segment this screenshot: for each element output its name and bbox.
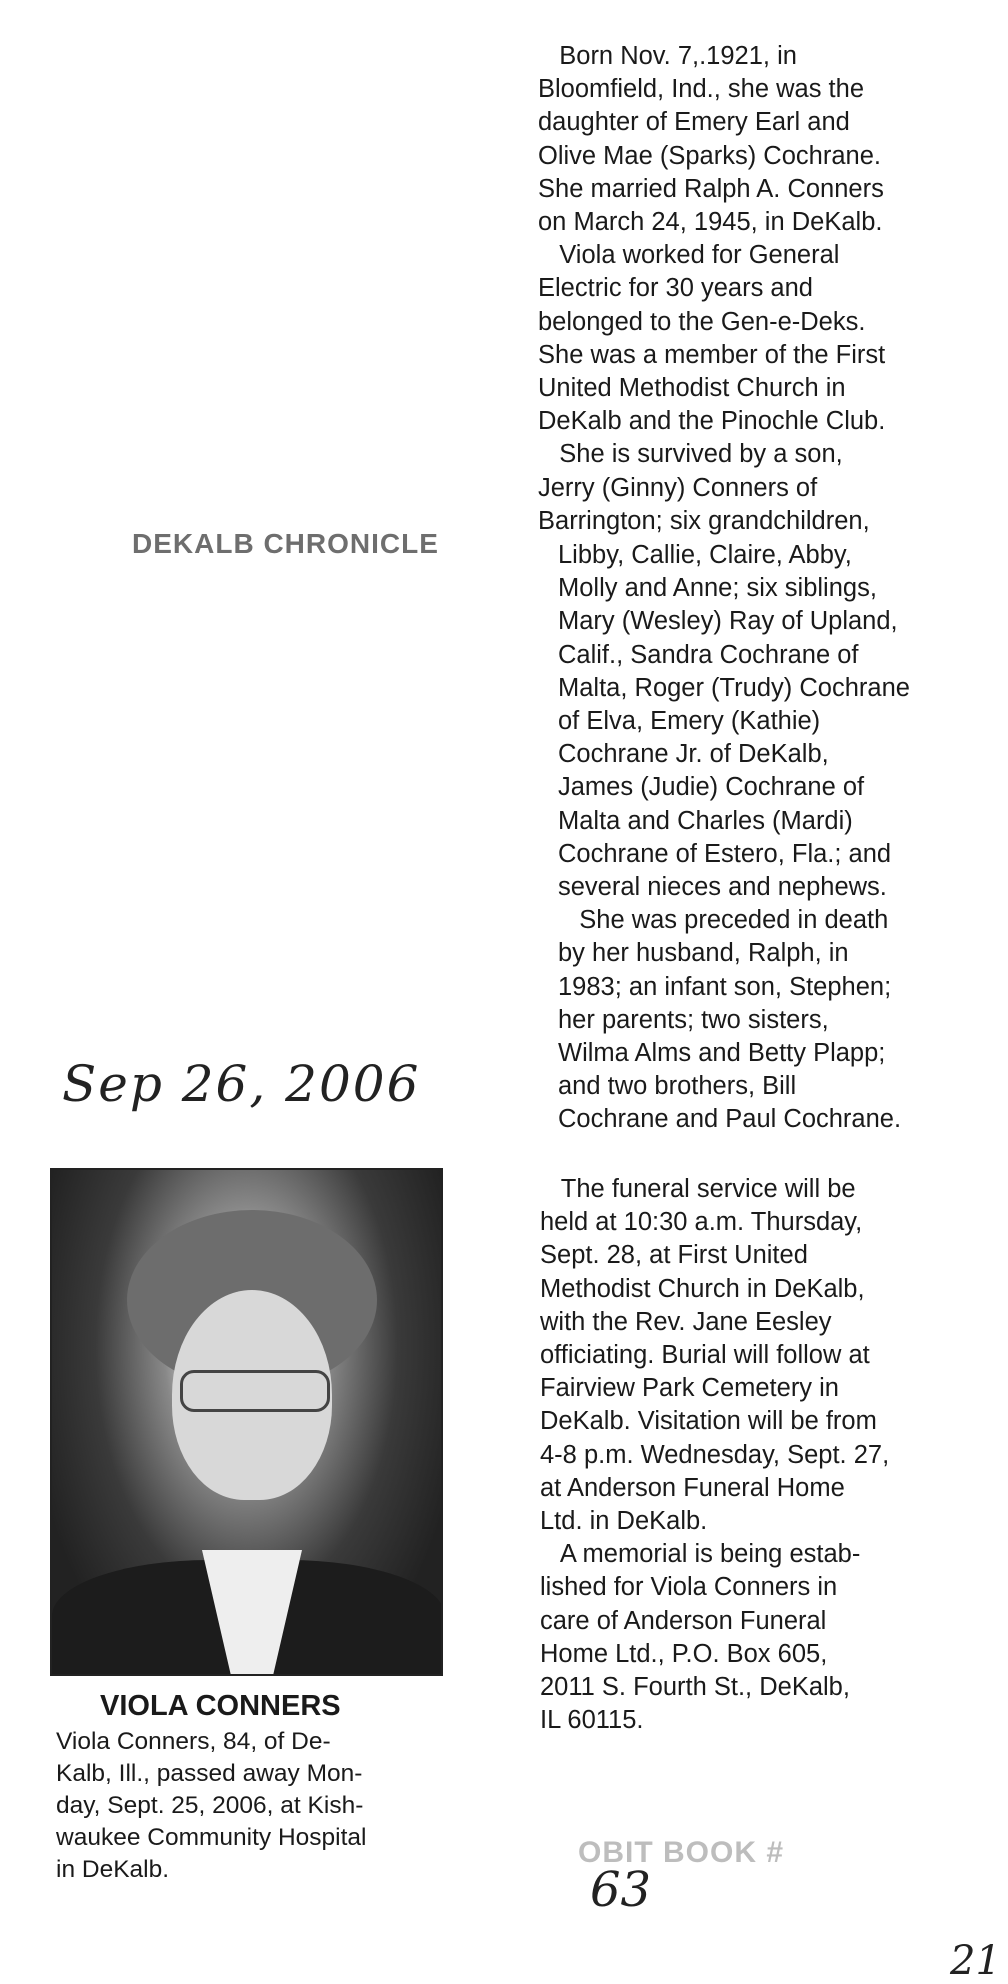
obituary-body-part2: Libby, Callie, Claire, Abby, Molly and Anne; six siblings, Mary (Wesley) Ray of Upland, Calif., Sandra Cochrane of Malta, Roger (Trudy) Cochrane of Elva, Emery (Kathie) Cochrane Jr. of DeKalb, James (Judie) Cochrane of Malta and Charles (Mardi) Cochrane of Estero, Fla.; and several nieces and nephews. She was preceded in death by her husband, Ralph, in 1983; an infant son, Stephen; her parents; two sisters, Wilma Alms and Betty Plapp; and two brothers, Bill Cochrane and Paul Cochrane. xyxy=(558,541,910,1134)
obituary-lead: Viola Conners, 84, of De- Kalb, Ill., passed away Mon- day, Sept. 25, 2006, at Kish- waukee Community Hospital in DeKalb. xyxy=(56,1728,367,1883)
handwritten-date: Sep 26, 2006 xyxy=(62,1055,421,1113)
obituary-headline: VIOLA CONNERS xyxy=(100,1690,341,1722)
obituary-body-part3: The funeral service will be held at 10:30 a.m. Thursday, Sept. 28, at First United Methodist Church in DeKalb, with the Rev. Jane Eesley officiating. Burial will follow at Fairview Park Cemetery in DeKalb. Visitation will be from 4-8 p.m. Wednesday, Sept. 27, at Anderson Funeral Home Ltd. in DeKalb. A memorial is being estab- lished for Viola Conners in care of Anderson Funeral Home Ltd., P.O. Box 605, 2011 S. Fourth St., DeKalb, IL 60115. xyxy=(540,1175,890,1735)
obit-book-stamp: OBIT BOOK # xyxy=(578,1836,785,1869)
handwritten-book-number: 63 xyxy=(590,1862,652,1918)
handwritten-corner-number: 21 xyxy=(950,1938,1001,1984)
obituary-body-part1: Born Nov. 7,.1921, in Bloomfield, Ind., she was the daughter of Emery Earl and Olive Mae (Sparks) Cochrane. She married Ralph A. Conners on March 24, 1945, in DeKalb. Viola worked for General Electric for 30 years and belonged to the Gen-e-Deks. She was a member of the First United Methodist Church in DeKalb and the Pinochle Club. She is survived by a son, Jerry (Ginny) Conners of Barrington; six grandchildren, xyxy=(538,42,886,535)
portrait-photo xyxy=(50,1168,443,1676)
newspaper-stamp: DEKALB CHRONICLE xyxy=(132,528,439,559)
